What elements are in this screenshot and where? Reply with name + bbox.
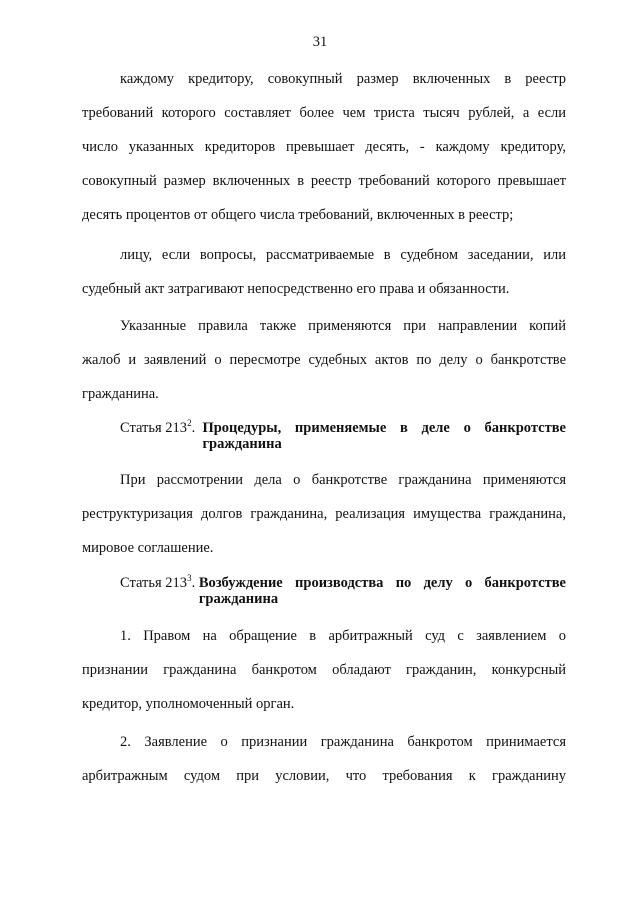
text-line: 2. Заявление о признании гражданина банкротом принимается	[120, 734, 566, 750]
text-line: мировое соглашение.	[82, 540, 214, 556]
article-heading-213-2	[82, 420, 566, 452]
text-line: лицу, если вопросы, рассматриваемые в судебном заседании, или	[120, 247, 566, 263]
article-label: Статья $213^2$.	[120, 418, 196, 436]
text-line: гражданина.	[82, 386, 159, 402]
article-title: Процедуры, применяемые в деле о банкротстве гражданина	[202, 420, 566, 452]
paragraph-right-to-apply	[82, 619, 566, 721]
text-line: При рассмотрении дела о банкротстве гражданина применяются	[120, 472, 566, 488]
text-line: признании гражданина банкротом обладают гражданин, конкурсный	[82, 662, 566, 678]
article-label: Статья $213^3$.	[120, 573, 196, 591]
text-line: требований которого составляет более чем триста тысяч рублей, а если	[82, 105, 566, 121]
text-line: жалоб и заявлений о пересмотре судебных актов по делу о банкротстве	[82, 352, 566, 368]
page-number: 31	[312, 34, 328, 50]
text-line: арбитражным судом при условии, что требования к гражданину	[82, 768, 566, 784]
article-heading-213-3	[82, 575, 566, 607]
text-line: число указанных кредиторов превышает десять, - каждому кредитору,	[82, 139, 566, 155]
paragraph-rules-apply	[82, 309, 566, 411]
text-line: кредитор, уполномоченный орган.	[82, 696, 295, 712]
text-line: реструктуризация долгов гражданина, реализация имущества гражданина,	[82, 506, 566, 522]
text-line: Указанные правила также применяются при направлении копий	[120, 318, 566, 334]
article-title: Возбуждение производства по делу о банкротстве гражданина	[198, 575, 566, 607]
paragraph-procedures	[82, 463, 566, 565]
text-line: десять процентов от общего числа требований, включенных в реестр;	[82, 207, 514, 223]
paragraph-creditor-notification	[82, 62, 566, 232]
text-line: каждому кредитору, совокупный размер включенных в реестр	[120, 71, 566, 87]
text-line: судебный акт затрагивают непосредственно его права и обязанности.	[82, 281, 510, 297]
paragraph-interested-person	[82, 238, 566, 306]
text-line: совокупный размер включенных в реестр требований которого превышает	[82, 173, 566, 189]
text-line: 1. Правом на обращение в арбитражный суд с заявлением о	[120, 628, 566, 644]
paragraph-application-accepted	[82, 725, 566, 793]
